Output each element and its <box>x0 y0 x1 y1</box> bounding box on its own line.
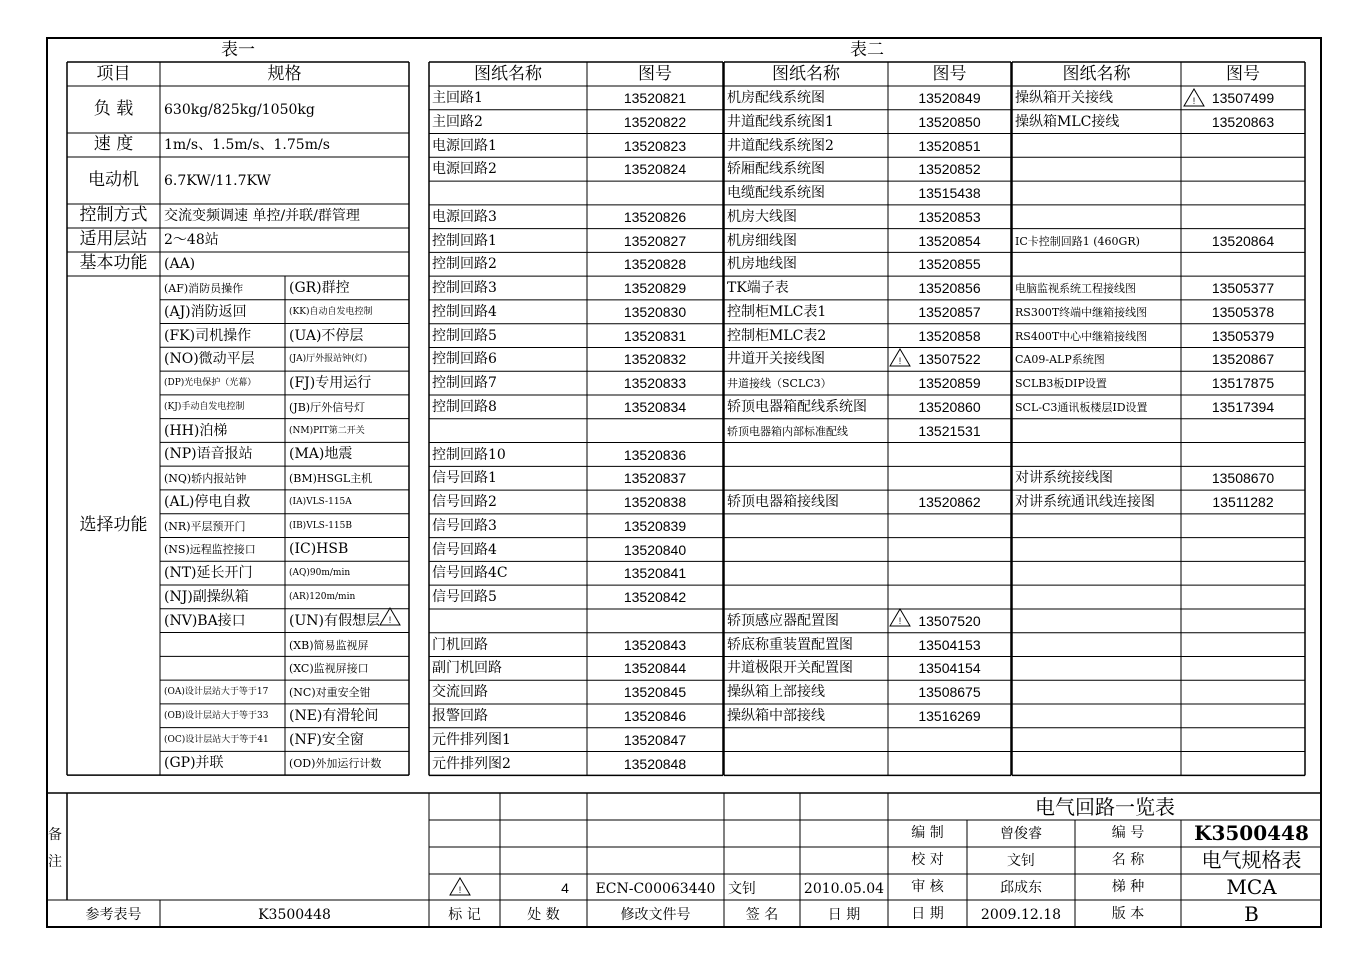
drawing-name: 轿顶感应器配置图 <box>727 612 839 629</box>
drawing-number: 13520845 <box>623 684 687 701</box>
drawing-number: 13504154 <box>918 660 981 677</box>
drawing-number: 13520859 <box>918 375 981 392</box>
drawing-number: 13520844 <box>623 660 687 677</box>
drawing-name: 控制回路3 <box>432 280 497 297</box>
title-value: 邱成东 <box>1000 880 1042 896</box>
option-item: (MA)地震 <box>289 446 353 463</box>
motor-value: 6.7KW/11.7KW <box>164 172 271 189</box>
drawing-number: 13520847 <box>623 731 687 748</box>
remarks-label: 备 <box>48 827 62 843</box>
option-item: (NT)延长开门 <box>164 565 253 582</box>
optional-label: 选择功能 <box>79 514 148 535</box>
option-item: (NS)远程监控接口 <box>164 543 256 557</box>
drawing-name: 元件排列图1 <box>432 731 511 748</box>
title-value: 曾俊睿 <box>1000 826 1042 842</box>
drawing-number: 13520826 <box>623 208 687 225</box>
drawing-name: 控制回路10 <box>432 446 506 463</box>
drawing-number: 13520822 <box>623 113 687 130</box>
drawing-number: 13505379 <box>1211 327 1275 344</box>
drawing-number: 13520839 <box>623 517 687 534</box>
title-value-large: 电气规格表 <box>1201 848 1302 872</box>
drawing-name: 控制回路4 <box>432 303 497 320</box>
drawing-number: 13520837 <box>623 470 687 487</box>
drawing-name: 井道接线（SCLC3） <box>727 377 832 391</box>
drawing-number: 13516269 <box>918 708 981 725</box>
drawing-name: TK端子表 <box>727 280 789 297</box>
drawing-number: 13511282 <box>1212 494 1274 511</box>
title-label: 编 制 <box>911 825 944 841</box>
drawing-name: 主回路2 <box>432 113 483 130</box>
option-item: (OD)外加运行计数 <box>289 757 382 771</box>
speed-value: 1m/s、1.5m/s、1.75m/s <box>164 137 330 153</box>
load-value: 630kg/825kg/1050kg <box>164 101 315 118</box>
rev-signer: 文钊 <box>728 881 756 897</box>
drawing-name: RS300T终端中继箱接线图 <box>1015 305 1148 319</box>
drawing-number: 13520852 <box>918 161 981 178</box>
option-item: (NR)平层预开门 <box>164 519 246 533</box>
title-value-large: B <box>1244 902 1259 926</box>
drawing-name: 控制回路1 <box>432 232 497 249</box>
drawing-number: 13508670 <box>1211 470 1275 487</box>
rev-mark: 4 <box>561 880 569 896</box>
title-value-large: K3500448 <box>1194 821 1309 845</box>
date-label: 日 期 <box>827 907 861 923</box>
drawing-name: 信号回路4C <box>432 565 508 582</box>
title-label: 梯 种 <box>1111 879 1145 895</box>
drawing-number: 13520863 <box>1211 113 1275 130</box>
option-item: (DP)光电保护（光幕） <box>164 378 257 389</box>
drawing-number: 13520848 <box>623 755 687 772</box>
rev-file: ECN-C00063440 <box>595 881 716 897</box>
drawing-name: 井道配线系统图1 <box>727 113 834 130</box>
option-item: (OC)设计层站大于等于41 <box>164 734 269 745</box>
drawing-number: 13521531 <box>918 422 981 439</box>
option-item: (GR)群控 <box>289 280 350 296</box>
option-item: (AF)消防员操作 <box>164 282 244 295</box>
drawing-name: 对讲系统接线图 <box>1015 470 1113 487</box>
drawing-number: 13504153 <box>918 636 981 653</box>
count-label: 处 数 <box>527 907 560 923</box>
option-item: (NO)微动平层 <box>164 351 255 368</box>
drawing-number: 13520831 <box>623 327 687 344</box>
drawing-name: 井道极限开关配置图 <box>727 660 853 677</box>
svg-text:!: ! <box>458 885 462 895</box>
control-label: 控制方式 <box>79 205 148 225</box>
option-item: (AR)120m/min <box>289 592 356 602</box>
ref-value: K3500448 <box>258 907 331 923</box>
drawing-number: 13520849 <box>918 90 981 106</box>
drawing-number: 13520829 <box>623 280 687 297</box>
drawing-name: 控制回路2 <box>432 256 497 273</box>
title-value: 文钊 <box>1007 853 1035 869</box>
drawing-name: 井道开关接线图 <box>727 351 825 368</box>
drawing-name: 报警回路 <box>432 708 488 725</box>
drawing-name: 机房地线图 <box>727 256 797 273</box>
drawing-name: 电源回路1 <box>432 137 497 154</box>
drawing-number: 13520828 <box>623 256 687 273</box>
drawing-number: 13520833 <box>623 375 687 392</box>
drawing-name: 信号回路5 <box>432 589 497 606</box>
title-label: 日 期 <box>911 906 944 922</box>
option-item: (NC)对重安全钳 <box>289 686 371 700</box>
drawing-name: 操纵箱上部接线 <box>727 684 825 701</box>
svg-text:!: ! <box>388 615 392 625</box>
option-item: (NV)BA接口 <box>164 612 246 629</box>
title-value: 2009.12.18 <box>980 907 1062 923</box>
drawing-number: 13520854 <box>918 232 981 249</box>
svg-text:!: ! <box>898 616 902 626</box>
drawing-number: 13520827 <box>623 232 687 249</box>
floors-value: 2～48站 <box>164 232 219 248</box>
option-item: (AL)停电自救 <box>164 493 251 510</box>
drawing-name: 操纵箱开关接线 <box>1015 90 1113 106</box>
drawing-name: 电源回路3 <box>432 208 497 225</box>
drawing-name: SCL-C3通讯板楼层ID设置 <box>1015 401 1148 414</box>
drawing-number: 13520850 <box>918 113 981 130</box>
drawing-number: 13517875 <box>1211 375 1275 392</box>
load-label: 负 载 <box>93 98 134 119</box>
drawing-name: 机房配线系统图 <box>727 90 825 106</box>
title-label: 版 本 <box>1111 906 1145 922</box>
doc-title: 电气回路一览表 <box>1035 795 1175 819</box>
drawing-number: 13520836 <box>623 446 687 463</box>
drawing-name: 控制柜MLC表2 <box>727 327 827 344</box>
option-item: (IC)HSB <box>289 541 349 558</box>
drawing-name: 电脑监视系统工程接线图 <box>1015 282 1136 296</box>
speed-label: 速 度 <box>93 134 134 154</box>
option-item: (IA)VLS-115A <box>289 496 352 507</box>
drawing-number: 13520846 <box>623 708 687 725</box>
basic-value: (AA) <box>164 256 196 272</box>
svg-text:!: ! <box>898 356 902 366</box>
col-no-header: 图号 <box>932 64 967 84</box>
option-item: (NM)PIT第二开关 <box>289 425 365 436</box>
col-item-header: 项目 <box>96 64 131 84</box>
drawing-number: 13505377 <box>1211 280 1275 297</box>
drawing-name: 主回路1 <box>432 90 483 106</box>
drawing-name: 轿顶电器箱配线系统图 <box>727 399 867 415</box>
option-item: (JA)厅外报站钟(灯) <box>289 354 368 365</box>
table1-title: 表一 <box>221 40 255 60</box>
drawing-number: 13520838 <box>623 494 687 511</box>
drawing-name: RS400T中心中继箱接线图 <box>1015 329 1148 343</box>
drawing-number: 13520824 <box>623 161 687 178</box>
drawing-name: 副门机回路 <box>432 660 502 677</box>
mark-label: 标 记 <box>448 907 481 923</box>
basic-label: 基本功能 <box>79 253 148 273</box>
table2-title: 表二 <box>850 40 884 60</box>
option-item: (OA)设计层站大于等于17 <box>164 687 269 698</box>
option-item: (BM)HSGL主机 <box>289 472 373 486</box>
col-spec-header: 规格 <box>267 64 302 84</box>
drawing-name: 轿底称重装置配置图 <box>727 636 853 653</box>
option-item: (FK)司机操作 <box>164 327 252 344</box>
drawing-number: 13507499 <box>1211 90 1275 106</box>
file-label: 修改文件号 <box>620 907 691 923</box>
drawing-name: 控制回路7 <box>432 375 497 392</box>
drawing-name: 门机回路 <box>432 636 488 653</box>
option-item: (GP)并联 <box>164 755 224 772</box>
drawing-name: 轿顶电器箱内部标准配线 <box>727 424 848 438</box>
option-item: (UN)有假想层 <box>289 612 380 629</box>
title-label: 校 对 <box>911 852 944 868</box>
drawing-number: 13508675 <box>918 684 981 701</box>
drawing-name: 交流回路 <box>432 684 488 701</box>
option-item: (AQ)90m/min <box>289 568 351 579</box>
col-name-header: 图纸名称 <box>1062 64 1131 84</box>
drawing-name: 井道配线系统图2 <box>727 137 834 154</box>
drawing-number: 13520842 <box>623 589 687 606</box>
drawing-number: 13520830 <box>623 303 687 320</box>
option-item: (OB)设计层站大于等于33 <box>164 710 269 721</box>
option-item: (XC)监视屏接口 <box>289 662 369 676</box>
drawing-number: 13520832 <box>623 351 687 368</box>
floors-label: 适用层站 <box>79 229 148 249</box>
drawing-number: 13520856 <box>918 280 981 297</box>
drawing-name: 机房细线图 <box>727 232 797 249</box>
drawing-name: 信号回路4 <box>432 541 497 558</box>
drawing-number: 13520821 <box>623 90 687 106</box>
ref-label: 参考表号 <box>85 907 142 923</box>
col-no-header: 图号 <box>1226 64 1260 84</box>
rev-date: 2010.05.04 <box>803 881 885 897</box>
drawing-name: 操纵箱中部接线 <box>727 708 825 725</box>
drawing-number: 13520851 <box>918 137 981 154</box>
control-value: 交流变频调速 单控/并联/群管理 <box>164 208 360 224</box>
drawing-number: 13520840 <box>623 541 687 558</box>
option-item: (KK)自动自发电控制 <box>289 306 373 317</box>
drawing-name: 电源回路2 <box>432 161 497 178</box>
drawing-name: 控制柜MLC表1 <box>727 303 827 320</box>
drawing-name: 信号回路3 <box>432 517 497 534</box>
drawing-number: 13520864 <box>1211 232 1275 249</box>
drawing-number: 13520841 <box>623 565 687 582</box>
option-item: (NJ)副操纵箱 <box>164 589 249 605</box>
title-label: 名 称 <box>1111 852 1145 868</box>
drawing-number: 13520867 <box>1211 351 1275 368</box>
drawing-name: 元件排列图2 <box>432 755 511 772</box>
title-label: 编 号 <box>1111 825 1145 841</box>
drawing-name: 机房大线图 <box>727 208 797 225</box>
title-label: 审 核 <box>911 879 944 895</box>
drawing-number: 13520843 <box>623 636 687 653</box>
drawing-name: IC卡控制回路1 (460GR) <box>1015 234 1140 248</box>
drawing-name: 轿顶电器箱接线图 <box>727 494 839 511</box>
drawing-name: 控制回路8 <box>432 399 497 415</box>
drawing-name: 信号回路1 <box>432 470 497 487</box>
option-item: (AJ)消防返回 <box>164 303 247 320</box>
drawing-number: 13520857 <box>918 303 981 320</box>
option-item: (UA)不停层 <box>289 327 364 344</box>
option-item: (NQ)轿内报站钟 <box>164 472 247 486</box>
drawing-name: 电缆配线系统图 <box>727 185 825 202</box>
motor-label: 电动机 <box>88 169 139 190</box>
drawing-name: 信号回路2 <box>432 494 497 511</box>
option-item: (HH)泊梯 <box>164 422 228 439</box>
option-item: (NF)安全窗 <box>289 731 364 748</box>
option-item: (JB)厅外信号灯 <box>289 400 366 414</box>
drawing-number: 13515438 <box>918 185 981 202</box>
drawing-name: 对讲系统通讯线连接图 <box>1015 494 1155 511</box>
option-item: (FJ)专用运行 <box>289 375 372 392</box>
col-name-header: 图纸名称 <box>772 64 840 84</box>
svg-text:!: ! <box>1192 96 1196 106</box>
title-value-large: MCA <box>1226 875 1277 899</box>
col-no-header: 图号 <box>638 64 672 84</box>
drawing-number: 13507522 <box>918 351 981 368</box>
option-item: (IB)VLS-115B <box>289 520 352 531</box>
drawing-number: 13505378 <box>1211 303 1275 320</box>
drawing-number: 13520862 <box>918 494 981 511</box>
option-item: (NP)语音报站 <box>164 446 253 463</box>
drawing-number: 13520853 <box>918 208 981 225</box>
remarks-label: 注 <box>48 854 62 870</box>
drawing-name: CA09-ALP系统图 <box>1015 353 1105 367</box>
drawing-name: 操纵箱MLC接线 <box>1015 113 1120 130</box>
drawing-name: SCLB3板DIP设置 <box>1015 377 1107 391</box>
drawing-name: 控制回路5 <box>432 327 497 344</box>
option-item: (KJ)手动自发电控制 <box>164 401 245 412</box>
drawing-number: 13520858 <box>918 327 981 344</box>
drawing-number: 13520860 <box>918 399 981 415</box>
col-name-header: 图纸名称 <box>474 64 542 84</box>
drawing-name: 控制回路6 <box>432 351 497 368</box>
drawing-number: 13517394 <box>1211 399 1275 415</box>
drawing-number: 13507520 <box>918 612 981 629</box>
drawing-number: 13520834 <box>623 399 687 415</box>
drawing-number: 13520855 <box>918 256 981 273</box>
sign-label: 签 名 <box>745 907 779 923</box>
option-item: (XB)简易监视屏 <box>289 638 369 652</box>
drawing-number: 13520823 <box>623 137 687 154</box>
option-item: (NE)有滑轮间 <box>289 707 379 724</box>
drawing-name: 轿厢配线系统图 <box>727 161 825 178</box>
